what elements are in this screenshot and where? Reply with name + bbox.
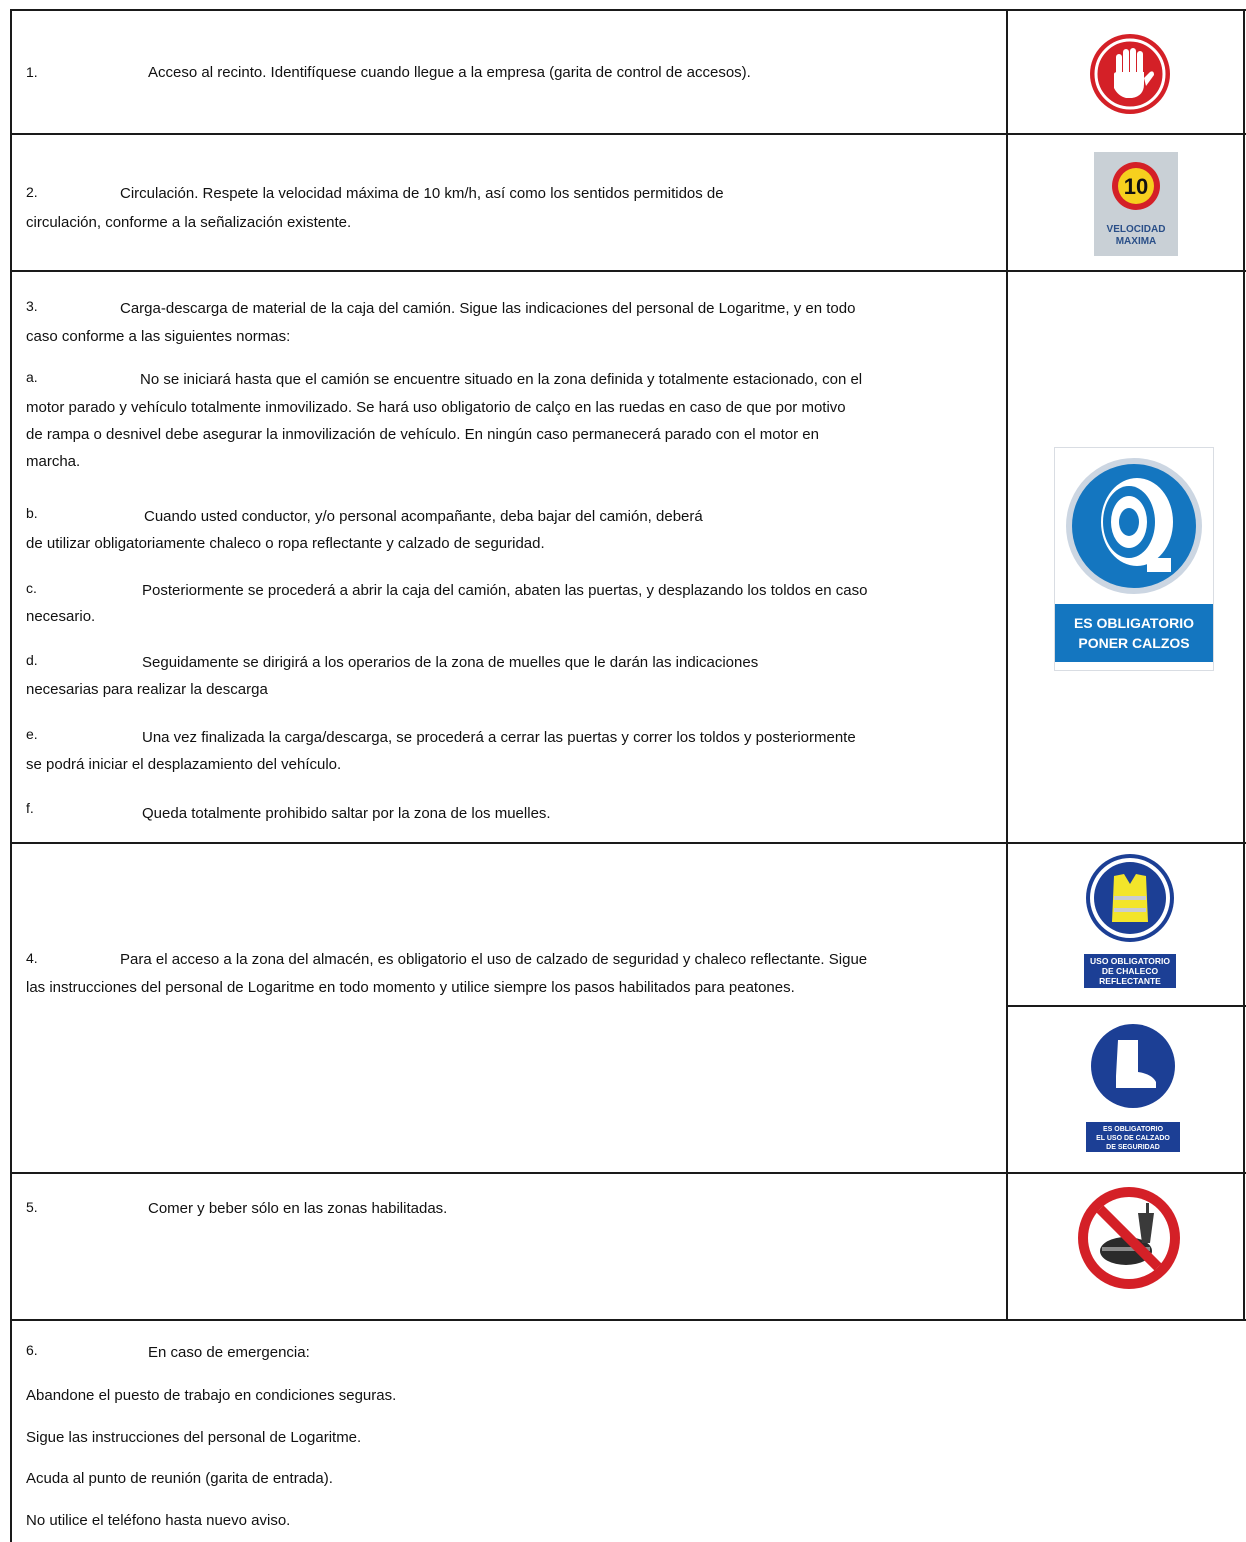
item-d-line-1: Seguidamente se dirigirá a los operarios de la zona de muelles que le darán las indicaciones [142,654,759,671]
speed-sign-text-2: MAXIMA [1115,236,1157,247]
reflective-vest-sign [1082,850,1178,990]
no-eating-icon [1076,1185,1182,1291]
item-c-line-1: Posteriormente se procederá a abrir la caja del camión, abaten las puertas, y desplazando los toldos en caso [142,582,868,599]
section-6-line-1: Abandone el puesto de trabajo en condiciones seguras. [26,1387,397,1404]
section-3-line-1: Carga-descarga de material de la caja del camión. Sigue las indicaciones del personal de Logaritme, y en todo [120,300,856,317]
section-3-number: 3. [26,298,38,314]
section-6-line-4: No utilice el teléfono hasta nuevo aviso. [26,1512,291,1529]
section-1-text: Acceso al recinto. Identifíquese cuando llegue a la empresa (garita de control de accesos). [148,64,751,81]
boot-sign-text-3: DE SEGURIDAD [1106,1144,1160,1151]
boot-sign-text-1: ES OBLIGATORIO [1102,1126,1164,1133]
section-6-title: En caso de emergencia: [148,1344,310,1361]
wheel-chock-sign [1054,447,1214,671]
item-a-line-1: No se iniciará hasta que el camión se encuentre situado en la zona definida y totalmente estacionado, con el [140,371,863,388]
wheel-chock-text-2: PONER CALZOS [1078,635,1190,651]
vest-sign-text-1: USO OBLIGATORIO [1090,956,1170,966]
item-a-letter: a. [26,369,38,385]
item-a-line-4: marcha. [26,453,81,470]
safety-boots-sign [1084,1018,1182,1160]
item-d-line-2: necesarias para realizar la descarga [26,681,268,698]
section-6-number: 6. [26,1342,38,1358]
section-4-line-1: Para el acceso a la zona del almacén, es obligatorio el uso de calzado de seguridad y chaleco reflectante. Sigue [120,951,868,968]
row-divider-6 [10,1319,1246,1321]
row-divider-3 [10,842,1246,844]
vest-sign-text-2: DE CHALECO [1101,966,1159,976]
item-b-line-2: de utilizar obligatoriamente chaleco o ropa reflectante y calzado de seguridad. [26,535,545,552]
table-border-top [10,9,1246,11]
section-5-text: Comer y beber sólo en las zonas habilitadas. [148,1200,448,1217]
section-5-number: 5. [26,1199,38,1215]
row-divider-1 [10,133,1246,135]
speed-sign-text-1: VELOCIDAD [1106,224,1166,235]
item-e-letter: e. [26,726,38,742]
row-divider-2 [10,270,1246,272]
stop-hand-icon [1088,32,1172,116]
row-divider-4a [1006,1005,1246,1007]
item-d-letter: d. [26,652,38,668]
item-b-line-1: Cuando usted conductor, y/o personal acompañante, deba bajar del camión, deberá [144,508,703,525]
speed-limit-sign [1094,152,1178,256]
section-4-number: 4. [26,950,38,966]
item-b-letter: b. [26,505,38,521]
item-f-line-1: Queda totalmente prohibido saltar por la zona de los muelles. [142,805,551,822]
item-c-letter: c. [26,580,37,596]
vest-sign-text-3: REFLECTANTE [1099,976,1161,986]
item-c-line-2: necesario. [26,608,96,625]
item-e-line-2: se podrá iniciar el desplazamiento del vehículo. [26,756,342,773]
item-e-line-1: Una vez finalizada la carga/descarga, se procederá a cerrar las puertas y correr los toldos y posteriormente [142,729,856,746]
wheel-chock-text-1: ES OBLIGATORIO [1073,615,1195,631]
section-3-line-2: caso conforme a las siguientes normas: [26,328,291,345]
item-a-line-2: motor parado y vehículo totalmente inmovilizado. Se hará uso obligatorio de calço en las ruedas en caso de que por motivo [26,399,846,416]
column-divider [1006,9,1008,1320]
section-2-number: 2. [26,184,38,200]
section-6-line-2: Sigue las instrucciones del personal de Logaritme. [26,1429,362,1446]
speed-limit-number: 10 [1123,174,1149,199]
section-2-line-1: Circulación. Respete la velocidad máxima de 10 km/h, así como los sentidos permitidos de [120,185,724,202]
item-a-line-3: de rampa o desnivel debe asegurar la inmovilización de vehículo. En ningún caso permanecerá parado con el motor en [26,426,819,443]
item-f-letter: f. [26,800,34,816]
section-1-number: 1. [26,64,38,80]
section-2-line-2: circulación, conforme a la señalización existente. [26,214,352,231]
row-divider-5 [10,1172,1246,1174]
table-border-left [10,9,12,1542]
table-border-right [1243,9,1245,1320]
boot-sign-text-2: EL USO DE CALZADO [1096,1135,1170,1142]
section-4-line-2: las instrucciones del personal de Logaritme en todo momento y utilice siempre los pasos habilitados para peatones. [26,979,795,996]
section-6-line-3: Acuda al punto de reunión (garita de entrada). [26,1470,333,1487]
